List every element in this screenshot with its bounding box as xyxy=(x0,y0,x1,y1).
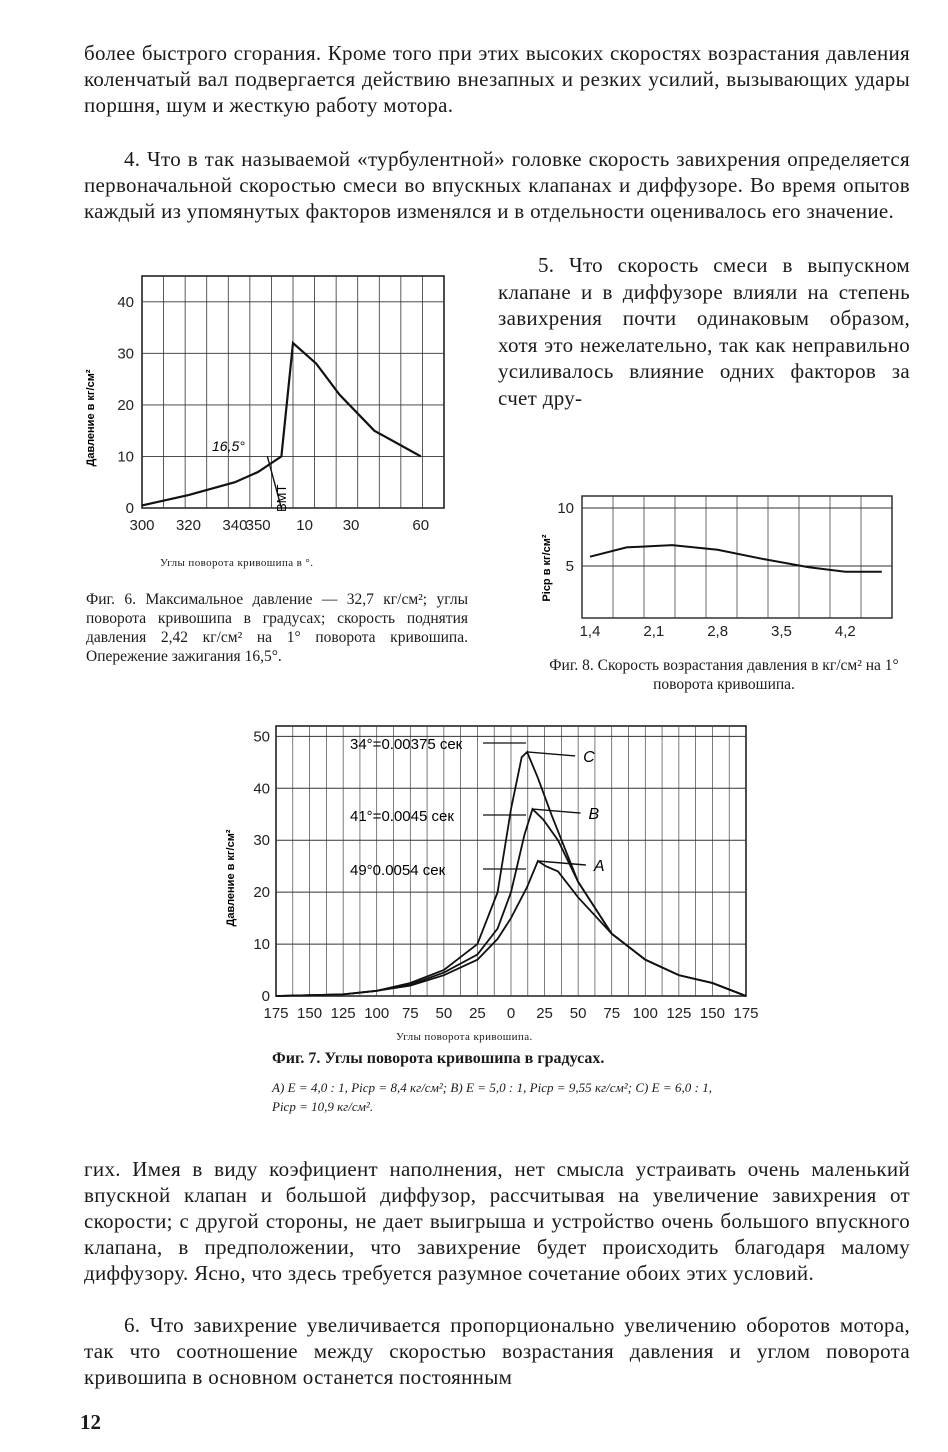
fig7-annotation-a: 49°0.0054 сек xyxy=(350,862,446,879)
fig6-x-tick-label: 10 xyxy=(296,517,313,534)
fig7-x-tick-label: 150 xyxy=(699,1005,725,1022)
fig6-x-tick-label: 350 xyxy=(245,517,271,534)
fig7-x-tick-label: 125 xyxy=(666,1005,692,1022)
paragraph-5: 5. Что скорость смеси в выпускном клапане и в диффузоре влияли на степень завихрения почти одинаковым образом, хотя это нежелательно, так как неправильно усиливалось влияние одних факторов за счет дру- xyxy=(498,253,910,410)
fig6-bmt-label: ВМТ xyxy=(274,484,289,512)
fig8-chart xyxy=(530,488,910,650)
fig6-y-tick-label: 40 xyxy=(117,293,134,311)
fig7-x-label: Углы поворота кривошипа. xyxy=(396,1031,533,1043)
fig7-annotation-c: 34°=0.00375 сек xyxy=(350,736,463,753)
fig8-x-tick-label: 2,8 xyxy=(707,623,729,640)
fig8-y-tick-label: 10 xyxy=(557,500,574,517)
fig8-y-label: Piср в кг/см² xyxy=(541,534,553,602)
fig6-y-tick-label: 30 xyxy=(117,345,134,363)
fig6-x-tick-label: 30 xyxy=(342,517,360,534)
fig7-y-tick-label: 50 xyxy=(253,728,270,746)
fig6-x-tick-label: 320 xyxy=(175,517,201,534)
fig7-leader-a xyxy=(538,861,586,865)
fig7-x-tick-label: 25 xyxy=(536,1005,553,1022)
fig7-x-tick-label: 75 xyxy=(603,1005,621,1022)
fig6-y-tick-label: 20 xyxy=(117,396,134,414)
fig6-x-label: Углы поворота кривошипа в °. xyxy=(160,557,314,569)
fig7-chart xyxy=(218,718,766,1030)
fig7-x-tick-label: 75 xyxy=(401,1005,419,1022)
fig7-x-tick-label: 50 xyxy=(435,1005,453,1022)
fig7-x-tick-label: 100 xyxy=(632,1005,658,1022)
fig7-y-tick-label: 20 xyxy=(253,884,270,902)
fig8-x-tick-label: 3,5 xyxy=(771,623,792,640)
fig6-y-tick-label: 10 xyxy=(117,448,134,466)
fig7-series-label-a: A xyxy=(593,858,605,875)
fig7-leader-b xyxy=(532,809,580,813)
fig7-y-tick-label: 30 xyxy=(253,832,270,850)
fig6-x-tick-label: 340 xyxy=(222,517,248,534)
fig7-caption: Фиг. 7. Углы поворота кривошипа в градусах. xyxy=(272,1050,605,1067)
paragraph-4: 4. Что в так называемой «турбулентной» головке скорость завихрения определяется первоначальной скоростью смеси во впускных клапанах и диффузоре. Во время опытов каждый из упомянутых факторов изменялся и в отдельности оценивалось его значение. xyxy=(84,147,910,223)
fig7-y-tick-label: 40 xyxy=(253,780,270,798)
fig8-caption: Фиг. 8. Скорость возрастания давления в кг/см² на 1° поворота кривошипа. xyxy=(549,657,899,693)
fig6-x-tick-label: 60 xyxy=(412,517,430,534)
fig7-y-label: Давление в кг/см² xyxy=(225,829,237,927)
fig7-x-tick-label: 50 xyxy=(569,1005,587,1022)
fig6-y-label: Давление в кг/см² xyxy=(85,369,97,467)
fig8-rate-curve xyxy=(590,545,882,572)
paragraph-continued: гих. Имея в виду коэфициент наполнения, нет смысла устраивать очень маленький впускной клапан и большой диффузор, рассчитывая на увеличение завихрения от скорости; с другой стороны, не дает выигрыша и устройство очень большого впускного клапана, в предположении, что завихрение будет происходить благодаря малому диффузору. Ясно, что здесь требуется разумное сочетание обоих этих условий. xyxy=(84,1157,910,1285)
paragraph-6: 6. Что завихрение увеличивается пропорционально увеличению оборотов мотора, так что соотношение между скоростью возрастания давления и углом поворота кривошипа в основном останется постоянным xyxy=(84,1313,910,1389)
fig6-chart xyxy=(80,268,460,578)
fig7-x-tick-label: 125 xyxy=(330,1005,356,1022)
fig6-caption: Фиг. 6. Максимальное давление — 32,7 кг/см²; углы поворота кривошипа в градусах; скорость поднятия давления 2,42 кг/см² на 1° поворота кривошипа. Опережение зажигания 16,5°. xyxy=(86,591,468,665)
fig7-x-tick-label: 175 xyxy=(733,1005,759,1022)
fig6-y-tick-label: 0 xyxy=(125,500,134,517)
fig7-y-tick-label: 10 xyxy=(253,936,270,954)
fig7-subcaption: A) E = 4,0 : 1, Piср = 8,4 кг/см²; B) E = 5,0 : 1, Piср = 9,55 кг/см²; C) E = 6,0 : 1, Piср = 10,9 кг/см². xyxy=(272,1080,712,1114)
fig7-leader-c xyxy=(527,752,575,756)
fig6-x-tick-label: 300 xyxy=(129,517,155,534)
fig7-y-tick-label: 0 xyxy=(261,988,270,1005)
fig8-y-tick-label: 5 xyxy=(565,558,574,575)
fig6-annotation: 16,5° xyxy=(212,438,245,454)
fig7-series-label-b: B xyxy=(588,806,600,824)
fig8-x-tick-label: 2,1 xyxy=(643,623,665,640)
fig7-series-label-c: C xyxy=(583,748,595,766)
fig7-x-tick-label: 100 xyxy=(364,1005,390,1022)
fig7-x-tick-label: 25 xyxy=(469,1005,486,1022)
page-number: 12 xyxy=(80,1410,101,1434)
paragraph-top: более быстрого сгорания. Кроме того при этих высоких скоростях возрастания давления коленчатый вал подвергается действию внезапных и резких усилий, вызывающих удары поршня, шум и жесткую работу мотора. xyxy=(84,41,910,117)
fig7-x-tick-label: 150 xyxy=(297,1005,323,1022)
fig7-annotation-b: 41°=0.0045 сек xyxy=(350,808,454,825)
fig8-x-tick-label: 4,2 xyxy=(834,623,856,640)
fig8-x-tick-label: 1,4 xyxy=(579,623,601,640)
fig7-x-tick-label: 0 xyxy=(506,1005,516,1022)
fig7-x-tick-label: 175 xyxy=(263,1005,289,1022)
